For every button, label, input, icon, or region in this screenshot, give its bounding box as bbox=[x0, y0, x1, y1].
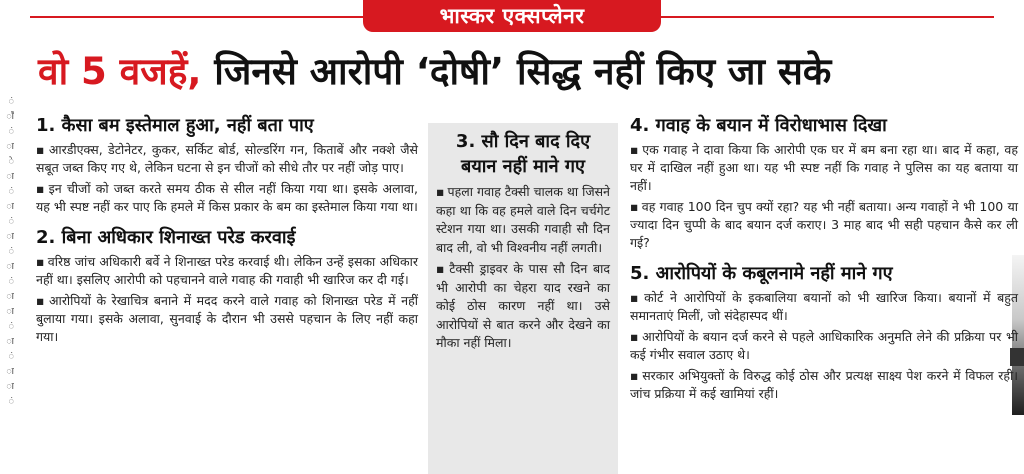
section-3-title: 3. सौ दिन बाद दिए बयान नहीं माने गए bbox=[455, 131, 591, 177]
bullet-mark: ▪ bbox=[36, 181, 46, 196]
left-strip-char: ा bbox=[6, 202, 14, 212]
section-banner: भास्कर एक्सप्लेनर bbox=[363, 0, 661, 32]
adjacent-column-fragment bbox=[0, 95, 14, 474]
left-strip-char: ा bbox=[6, 367, 14, 377]
left-strip-char: ं bbox=[8, 322, 14, 332]
section-4-para-2: ▪ वह गवाह 100 दिन चुप क्यों रहा? यह भी नहीं बताया। अन्य गवाहों ने भी 100 या ज्यादा दिन चुप्पी के बाद बयान दर्ज कराए। 3 माह बाद भी सही पहचान कैसे कर ली गई? bbox=[630, 199, 1018, 250]
left-column bbox=[36, 113, 418, 349]
bullet-mark: ▪ bbox=[630, 142, 640, 157]
headline-highlight: वो 5 वजहें, bbox=[38, 50, 202, 93]
middle-column-panel bbox=[428, 123, 618, 474]
bullet-mark: ▪ bbox=[436, 261, 447, 276]
headline-rest: जिनसे आरोपी ‘दोषी’ सिद्ध नहीं किए जा सके bbox=[201, 50, 832, 93]
bullet-mark: ▪ bbox=[630, 290, 642, 305]
bullet-mark: ▪ bbox=[630, 199, 639, 214]
left-strip-char: ा bbox=[6, 172, 14, 182]
left-strip-char: ा bbox=[6, 337, 14, 347]
left-strip-char: ं bbox=[8, 397, 14, 407]
section-3-para-1: ▪ पहला गवाह टैक्सी चालक था जिसने कहा था कि वह हमले वाले दिन चर्चगेट स्टेशन गया था। उसकी गवाही सौ दिन बाद ली, वो भी विश्वनीय नहीं लगती। bbox=[436, 184, 610, 255]
left-strip-char: ं bbox=[8, 352, 14, 362]
section-4 bbox=[630, 113, 1018, 252]
section-4-title: 4. गवाह के बयान में विरोधाभास दिखा bbox=[630, 115, 887, 136]
section-2-para-2: ▪ आरोपियों के रेखाचित्र बनाने में मदद करने वाले गवाह को शिनाख्त परेड में नहीं बुलाया गया। इसके अलावा, सुनवाई के दौरान भी उससे पहचान के लिए नहीं कहा गया। bbox=[36, 293, 418, 344]
bullet-mark: ▪ bbox=[36, 142, 46, 157]
left-strip-char: ा bbox=[6, 292, 14, 302]
bullet-mark: ▪ bbox=[630, 329, 640, 344]
left-strip-char: ं bbox=[8, 277, 14, 287]
section-1-title: 1. कैसा बम इस्तेमाल हुआ, नहीं बता पाए bbox=[36, 115, 314, 136]
left-strip-char: ा bbox=[6, 262, 14, 272]
left-strip-char: ा bbox=[6, 382, 14, 392]
left-strip-char: ं bbox=[8, 127, 14, 137]
section-5-title: 5. आरोपियों के कबूलनामे नहीं माने गए bbox=[630, 263, 893, 284]
section-5-para-1: ▪ कोर्ट ने आरोपियों के इकबालिया बयानों को भी खारिज किया। बयानों में बहुत समानताएं मिलीं, जो संदेहास्पद थीं। bbox=[630, 290, 1018, 323]
left-strip-char: ं bbox=[8, 217, 14, 227]
bullet-mark: ▪ bbox=[36, 254, 45, 269]
left-strip-char: ं bbox=[8, 187, 14, 197]
left-strip-char: ा bbox=[6, 232, 14, 242]
section-2-para-1: ▪ वरिष्ठ जांच अधिकारी बर्वे ने शिनाख्त परेड करवाई थी। लेकिन उन्हें इसका अधिकार नहीं था। इसलिए आरोपी को पहचानने वाले गवाह की गवाही भी खारिज कर दी गई। bbox=[36, 254, 418, 287]
bullet-mark: ▪ bbox=[630, 368, 640, 383]
section-5 bbox=[630, 261, 1018, 403]
left-strip-char: े bbox=[8, 157, 14, 167]
headline bbox=[38, 44, 998, 100]
section-3-para-2: ▪ टैक्सी ड्राइवर के पास सौ दिन बाद भी आरोपी का चेहरा याद रखने का कोई ठोस कारण नहीं था। उसे आरोपियों से बात करने और देखने का मौका नहीं मिला। bbox=[436, 261, 610, 350]
section-2 bbox=[36, 225, 418, 346]
left-strip-char: ा bbox=[6, 307, 14, 317]
header-banner-area bbox=[0, 0, 1024, 38]
left-strip-char: ं bbox=[8, 247, 14, 257]
section-1-para-2: ▪ इन चीजों को जब्त करते समय ठीक से सील नहीं किया गया था। इसके अलावा, यह भी स्पष्ट नहीं कर पाए कि हमले में किस प्रकार के बम का इस्तेमाल किया गया था। bbox=[36, 181, 418, 214]
left-strip-char: ा bbox=[6, 142, 14, 152]
bullet-mark: ▪ bbox=[436, 184, 445, 199]
bullet-mark: ▪ bbox=[36, 293, 47, 308]
left-strip-char: ं bbox=[8, 97, 14, 107]
right-column bbox=[630, 113, 1018, 406]
section-5-para-2: ▪ आरोपियों के बयान दर्ज करने से पहले आधिकारिक अनुमति लेने की प्रक्रिया पर भी कई गंभीर सवाल उठाए थे। bbox=[630, 329, 1018, 362]
section-5-para-3: ▪ सरकार अभियुक्तों के विरुद्ध कोई ठोस और प्रत्यक्ष साक्ष्य पेश करने में विफल रही। जांच प्रक्रिया में कई खामियां रहीं। bbox=[630, 368, 1018, 401]
section-1 bbox=[36, 113, 418, 216]
left-strip-char: ाँ bbox=[6, 112, 14, 122]
section-4-para-1: ▪ एक गवाह ने दावा किया कि आरोपी एक घर में बम बना रहा था। बाद में कहा, वह घर में दाखिल नहीं हुआ था। यह भी स्पष्ट नहीं कि गवाह ने पुलिस का यह बताया या नहीं। bbox=[630, 142, 1018, 193]
section-1-para-1: ▪ आरडीएक्स, डेटोनेटर, कुकर, सर्किट बोर्ड, सोल्डरिंग गन, किताबें और नक्शे जैसे सबूत जब्त किए गए थे, लेकिन घटना से इन चीजों को सीधे तौर पर नहीं जोड़ पाए। bbox=[36, 142, 418, 175]
section-2-title: 2. बिना अधिकार शिनाख्त परेड करवाई bbox=[36, 227, 296, 248]
